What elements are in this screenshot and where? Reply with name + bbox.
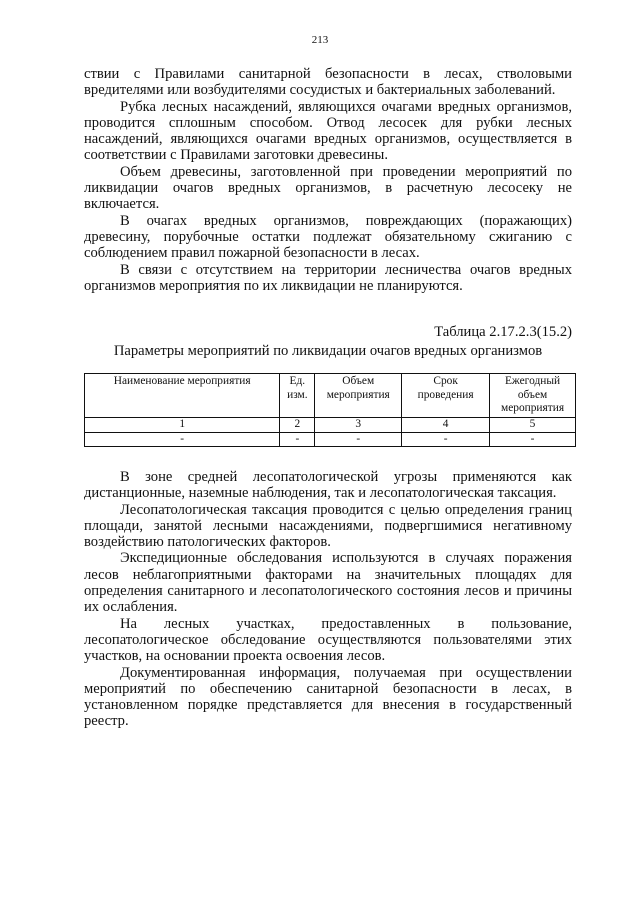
paragraph: Объем древесины, заготовленной при проведении мероприятий по ликвидации очагов вредных организмов, в расчетную лесосеку не включается. — [84, 163, 572, 213]
paragraph: Лесопатологическая таксация проводится с целью определения границ площади, занятой лесными насаждениями, подвергшимися негативному воздействию патологических факторов. — [84, 501, 572, 551]
column-header: Ед. изм. — [280, 374, 315, 418]
paragraph: Экспедиционные обследования используются в случаях поражения лесов неблагоприятными факторами на значительных площадях для определения санитарного и лесопатологического состояния лесов и причины их ослабления. — [84, 550, 572, 616]
table-title: Параметры мероприятий по ликвидации очагов вредных организмов — [113, 343, 543, 359]
table-cell: 5 — [490, 418, 576, 433]
paragraph: Документированная информация, получаемая при осуществлении мероприятий по обеспечению санитарной безопасности в лесах, в установленном порядке представляется для внесения в государственный реестр. — [84, 664, 572, 730]
table-cell: 4 — [402, 418, 490, 433]
paragraph: Рубка лесных насаждений, являющихся очагами вредных организмов, проводится сплошным способом. Отвод лесосек для рубки лесных насаждений, являющихся очагами вредных организмов, осуществляется в соответствии с Правилами заготовки древесины. — [84, 98, 572, 164]
column-header: Ежегодный объем мероприятия — [490, 374, 576, 418]
table-cell: 1 — [85, 418, 280, 433]
parameters-table — [84, 373, 576, 447]
table-row — [85, 418, 576, 433]
table-cell: 2 — [280, 418, 315, 433]
table-cell: 3 — [315, 418, 402, 433]
table-cell: - — [315, 432, 402, 447]
paragraph: На лесных участках, предоставленных в пользование, лесопатологическое обследование осуществляются пользователями этих участков, на основании проекта освоения лесов. — [84, 615, 572, 665]
table-header-row — [85, 374, 576, 418]
table-cell: - — [85, 432, 280, 447]
column-header: Срок проведения — [402, 374, 490, 418]
table-cell: - — [402, 432, 490, 447]
text-block-upper — [84, 66, 572, 294]
column-header: Объем мероприятия — [315, 374, 402, 418]
table-cell: - — [490, 432, 576, 447]
page-number: 213 — [311, 34, 329, 46]
table-reference: Таблица 2.17.2.3(15.2) — [434, 324, 572, 340]
paragraph: В очагах вредных организмов, повреждающих (поражающих) древесину, порубочные остатки подлежат обязательному сжиганию с соблюдением правил пожарной безопасности в лесах. — [84, 212, 572, 262]
paragraph: ствии с Правилами санитарной безопасности в лесах, стволовыми вредителями или возбудителями сосудистых и бактериальных заболеваний. — [84, 66, 572, 99]
paragraph: В зоне средней лесопатологической угрозы применяются как дистанционные, наземные наблюдения, так и лесопатологическая таксация. — [84, 469, 572, 502]
table-cell: - — [280, 432, 315, 447]
paragraph: В связи с отсутствием на территории лесничества очагов вредных организмов мероприятия по их ликвидации не планируются. — [84, 261, 572, 294]
text-block-lower — [84, 469, 572, 730]
table-row — [85, 432, 576, 447]
column-header: Наименование мероприятия — [85, 374, 280, 418]
